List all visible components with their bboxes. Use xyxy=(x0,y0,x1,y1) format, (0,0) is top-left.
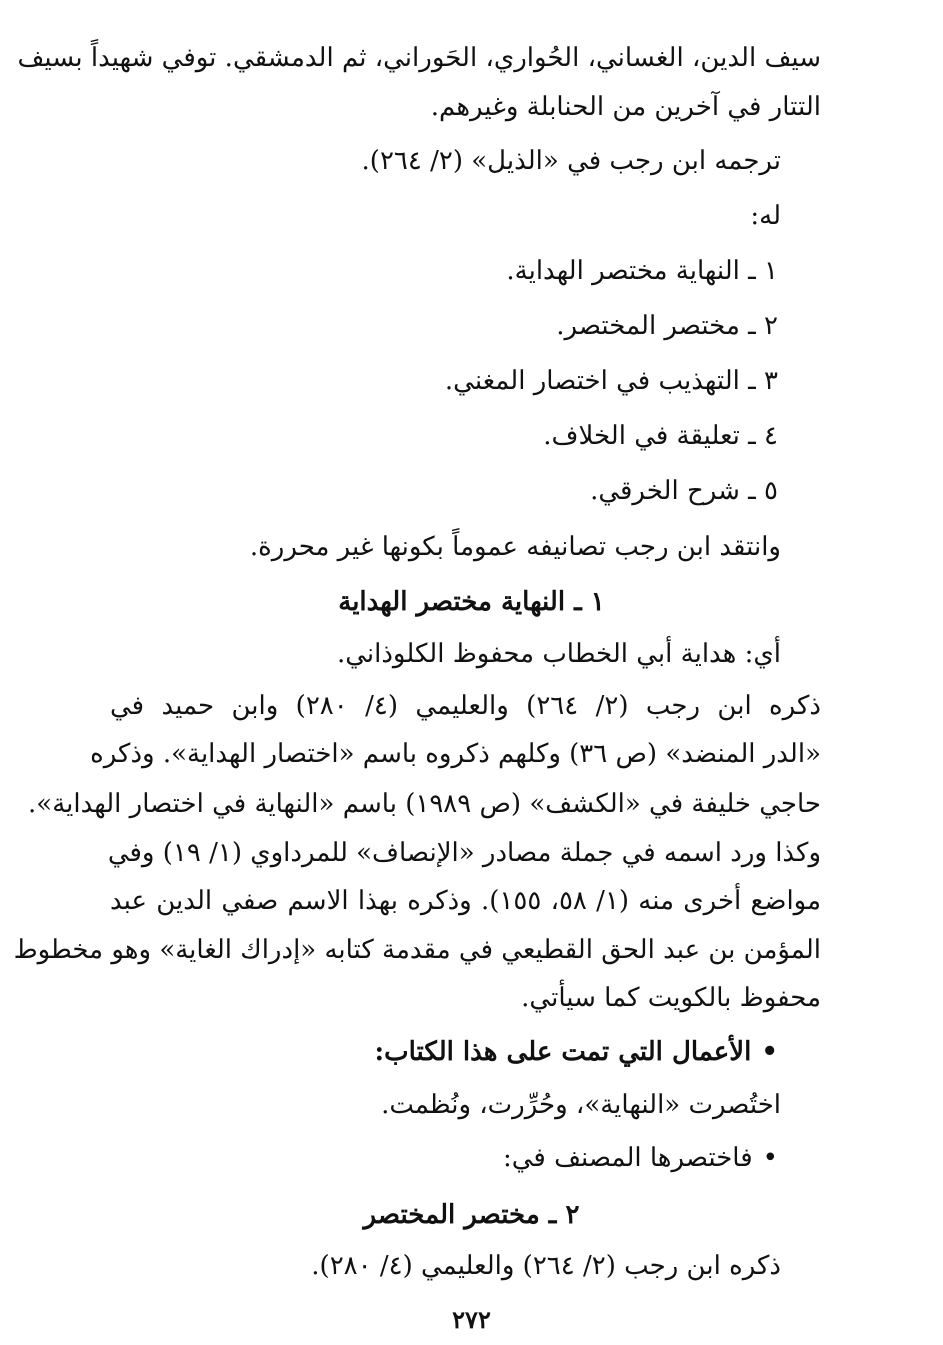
bullet-line xyxy=(503,1138,778,1178)
bullet-heading xyxy=(375,1032,778,1072)
text-line: محفوظ بالكويت كما سيأتي. xyxy=(521,983,821,1013)
bullet-icon: • xyxy=(762,1143,778,1173)
text-line: ذكره ابن رجب (٢/ ٢٦٤) والعليمي (٤/ ٢٨٠). xyxy=(311,1251,781,1281)
section-heading: ٢ ـ مختصر المختصر xyxy=(363,1200,580,1230)
text-line: وكذا ورد اسمه في جملة مصادر «الإنصاف» للمرداوي (١/ ١٩) وفي xyxy=(107,838,821,868)
bullet-text: الأعمال التي تمت على هذا الكتاب: xyxy=(374,1037,752,1067)
bullet-text: فاختصرها المصنف في: xyxy=(502,1143,753,1173)
bullet-icon: • xyxy=(761,1037,778,1067)
text-line: ترجمه ابن رجب في «الذيل» (٢/ ٢٦٤). xyxy=(361,146,781,176)
text-line: المؤمن بن عبد الحق القطيعي في مقدمة كتابه «إدراك الغاية» وهو مخطوط xyxy=(13,935,821,965)
text-line: أي: هداية أبي الخطاب محفوظ الكلوذاني. xyxy=(336,639,781,669)
text-line: حاجي خليفة في «الكشف» (ص ١٩٨٩) باسم «النهاية في اختصار الهداية». xyxy=(28,789,821,819)
text-line: سيف الدين، الغساني، الحُواري، الحَوراني، ثم الدمشقي. توفي شهيداً بسيف xyxy=(17,43,821,73)
text-line: ذكره ابن رجب (٢/ ٢٦٤) والعليمي (٤/ ٢٨٠) وابن حميد في xyxy=(110,691,821,721)
text-line: اختُصرت «النهاية»، وحُرِّرت، ونُظمت. xyxy=(381,1090,781,1120)
list-item: ٣ ـ التهذيب في اختصار المغني. xyxy=(444,366,778,396)
text-line: مواضع أخرى منه (١/ ٥٨، ١٥٥). وذكره بهذا الاسم صفي الدين عبد xyxy=(110,886,822,916)
text-line: التتار في آخرين من الحنابلة وغيرهم. xyxy=(430,92,821,122)
text-line: «الدر المنضد» (ص ٣٦) وكلهم ذكروه باسم «اختصار الهداية». وذكره xyxy=(90,739,821,769)
text-line: وانتقد ابن رجب تصانيفه عموماً بكونها غير محررة. xyxy=(249,532,781,562)
list-item: ٤ ـ تعليقة في الخلاف. xyxy=(543,421,778,451)
list-intro: له: xyxy=(750,201,781,231)
page-number: ٢٧٢ xyxy=(452,1305,491,1334)
section-heading: ١ ـ النهاية مختصر الهداية xyxy=(338,587,605,617)
list-item: ١ ـ النهاية مختصر الهداية. xyxy=(506,256,778,286)
list-item: ٢ ـ مختصر المختصر. xyxy=(556,311,778,341)
list-item: ٥ ـ شرح الخرقي. xyxy=(590,476,778,506)
